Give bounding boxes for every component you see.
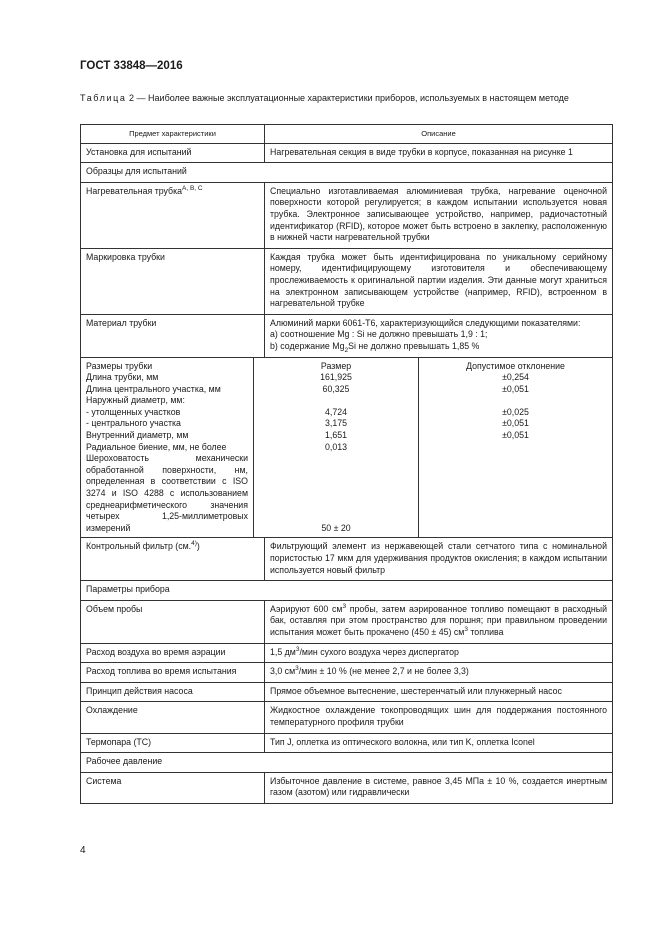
characteristics-table — [80, 124, 613, 804]
row-name: Охлаждение — [81, 702, 265, 733]
section-title: Рабочее давление — [81, 753, 613, 773]
row-description: Избыточное давление в системе, равное 3,45 МПа ± 10 %, создается инертным газом (азотом) или гидравлически — [265, 772, 613, 803]
row-description: 3,0 $см^3$/мин ± 10 % (не менее 2,7 и не более 3,3) — [265, 663, 613, 683]
row-name: Система — [81, 772, 265, 803]
table-row — [81, 663, 613, 683]
dimension-names: Размеры трубки Длина трубки, мм Длина центрального участка, мм Наружный диаметр, мм: - утолщенных участков - центрального участка Внутренний диаметр, мм Радиальное биение, мм, не более Шероховатость механически обработанной поверхности, нм, определенная в соответствии с ISO 3274 и ISO 4288 с использованием среднеарифметического значения четырех 1,25-миллиметровых измерений — [81, 358, 254, 538]
section-row — [81, 163, 613, 183]
dimensions-row — [81, 357, 613, 538]
section-row — [81, 581, 613, 601]
caption-text: — Наиболее важные эксплуатационные характеристики приборов, используемых в настоящем методе — [136, 93, 569, 103]
document-header: ГОСТ 33848—2016 — [80, 60, 183, 72]
table-row — [81, 538, 613, 581]
row-description: Алюминий марки 6061-Т6, характеризующийся следующими показателями: a) соотношение Mg : Si не должно превышать 1,9 : 1; b) содержание $Mg_2Si$ не должно превышать 1,85 % — [265, 314, 613, 357]
row-description: Прямое объемное вытеснение, шестеренчатый или плунжерный насос — [265, 682, 613, 702]
row-name: Маркировка трубки — [81, 248, 265, 314]
table-row — [81, 314, 613, 357]
dimension-sizes: Размер 161,925 60,325 4,724 3,175 1,651 0,013 50 ± 20 — [254, 358, 419, 538]
row-description: Специально изготавливаемая алюминиевая трубка, нагревание оценочной поверхности которой регулируется; в каждом испытании используется новая трубка. Электронное записывающее устройство, например, радиочастотный идентификатор (RFID), которое может быть встроено в заклепку, расположенную в нижней части нагревательной трубки — [265, 182, 613, 248]
row-description: Каждая трубка может быть идентифицирована по уникальному серийному номеру, идентифицирующему изготовителя и обеспечивающему прослеживаемость к оригинальной партии изделия. Эти данные могут храниться на электронном записывающем устройстве (например, RFID), встроенном в нагревательной трубке — [265, 248, 613, 314]
table-row — [81, 143, 613, 163]
row-name: Контрольный фильтр (см.$^{4)}$) — [81, 538, 265, 581]
row-description: Фильтрующий элемент из нержавеющей стали сетчатого типа с номинальной пористостью 17 мкм для удерживания продуктов окисления; в каждом испытании используется новый фильтр — [265, 538, 613, 581]
row-name: Материал трубки — [81, 314, 265, 357]
row-name: Принцип действия насоса — [81, 682, 265, 702]
row-description: Тип J, оплетка из оптического волокна, или тип K, оплетка Iconel — [265, 733, 613, 753]
section-row — [81, 753, 613, 773]
table-row — [81, 733, 613, 753]
row-name: Нагревательная трубка$^{A, B, C}$ — [81, 182, 265, 248]
row-name: Термопара (ТС) — [81, 733, 265, 753]
row-description: 1,5 $дм^3$/мин сухого воздуха через диспергатор — [265, 643, 613, 663]
table-row — [81, 248, 613, 314]
column-header-subject: Предмет характеристики — [81, 125, 265, 144]
row-description: Нагревательная секция в виде трубки в корпусе, показанная на рисунке 1 — [265, 143, 613, 163]
row-name: Расход воздуха во время аэрации — [81, 643, 265, 663]
row-name: Объем пробы — [81, 600, 265, 643]
row-description: Аэрируют 600 $см^3$ пробы, затем аэрированное топливо помещают в расходный бак, оставляя при этом пространство для поршня; при правильном проведении испытания может быть прокачено (450 ± 45) $см^3$ топлива — [265, 600, 613, 643]
table-row — [81, 772, 613, 803]
dimensions-block — [81, 357, 613, 538]
section-title: Параметры прибора — [81, 581, 613, 601]
row-description: Жидкостное охлаждение токопроводящих шин для поддержания постоянного температурного профиля трубки — [265, 702, 613, 733]
caption-number: 2 — [129, 93, 135, 103]
row-name: Установка для испытаний — [81, 143, 265, 163]
table-row — [81, 682, 613, 702]
column-header-description: Описание — [265, 125, 613, 144]
table-row — [81, 702, 613, 733]
page-number: 4 — [80, 845, 86, 856]
table-caption — [80, 92, 612, 104]
table-row — [81, 182, 613, 248]
caption-label: Таблица — [80, 93, 127, 103]
table-row — [81, 643, 613, 663]
dimension-tolerances: Допустимое отклонение ±0,254 ±0,051 ±0,025 ±0,051 ±0,051 — [466, 360, 565, 441]
table-row — [81, 600, 613, 643]
row-name: Расход топлива во время испытания — [81, 663, 265, 683]
section-title: Образцы для испытаний — [81, 163, 613, 183]
